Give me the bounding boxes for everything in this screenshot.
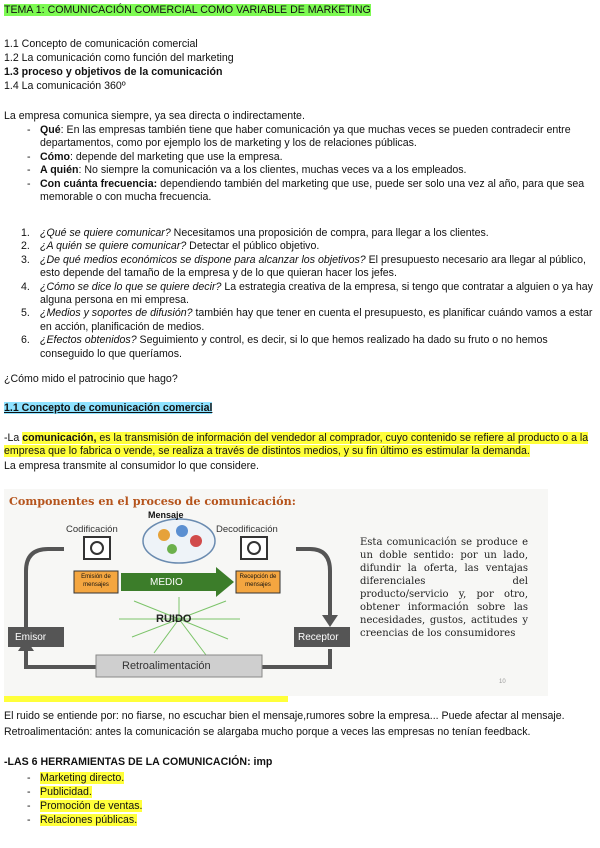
bullet-term: Cómo: [40, 150, 71, 163]
question-number: 3.: [21, 253, 30, 266]
bullet-item: [18, 124, 593, 151]
tool-text: Relaciones públicas.: [40, 814, 138, 826]
question-answer: también hay que tener en cuenta el presupuesto, es planificar cuándo vamos a estar en acción, planificación de medios.: [40, 307, 593, 333]
closing-question: ¿Cómo mido el patrocinio que hago?: [4, 373, 178, 385]
tool-item: [18, 785, 142, 799]
tool-text: Publicidad.: [40, 786, 92, 798]
question-answer: Seguimiento y control, es decir, si lo que hemos realizado ha dado su fruto o no hemos conseguido lo que queríamos.: [40, 334, 548, 360]
intro-paragraph: La empresa comunica siempre, ya sea directa o indirectamente.: [4, 110, 305, 122]
question-text: ¿Efectos obtenidos?: [40, 334, 137, 347]
communication-diagram: [4, 489, 548, 696]
questions-list: [18, 227, 593, 361]
loop-arrow-right: [296, 549, 330, 617]
label-decodificacion: Decodificación: [216, 524, 278, 535]
question-item: [18, 240, 593, 253]
question-text: ¿De qué medios económicos se dispone para alcanzar los objetivos?: [40, 253, 366, 266]
bullet-list: [18, 124, 593, 204]
toc-item: 1.4 La comunicación 360º: [4, 80, 126, 92]
bullet-term: Qué: [40, 124, 61, 136]
question-answer: La estrategia creativa de la empresa, si tengo que contratar a alguien o ya hay alguna persona en mi empresa.: [40, 280, 593, 307]
label-receptor: Receptor: [298, 632, 339, 643]
label-recepcion: Recepción de mensajes: [239, 574, 277, 588]
bullet-sep: :: [70, 150, 76, 163]
tool-item: [18, 771, 142, 785]
tool-item: [18, 813, 142, 827]
toc-item: 1.1 Concepto de comunicación comercial: [4, 38, 198, 50]
toc-item: 1.3 proceso y objetivos de la comunicación: [4, 66, 223, 78]
bullet-item: [18, 178, 593, 205]
question-item: [18, 281, 593, 308]
decodificacion-icon: [241, 537, 267, 559]
label-emision: Emisión de mensajes: [81, 574, 111, 588]
tools-list: [18, 771, 142, 827]
question-item: [18, 254, 593, 281]
question-text: ¿Qué se quiere comunicar?: [40, 227, 171, 239]
bullet-text: No siempre la comunicación va a los clientes, muchas veces va a los empleados.: [84, 164, 467, 177]
tool-text: Promoción de ventas.: [40, 800, 143, 812]
question-answer: Detectar el público objetivo.: [186, 240, 320, 253]
question-number: 4.: [21, 280, 30, 293]
section-heading: [4, 402, 212, 415]
definition-prefix: -La: [4, 432, 23, 444]
note-ruido: El ruido se entiende por: no fiarse, no escuchar bien el mensaje,rumores sobre la empresa... Puede afectar al mensaje.: [4, 710, 565, 722]
bullet-text: En las empresas también tiene que haber comunicación ya que muchas veces se pueden contradecir entre departamentos, como por ejemplo los de marketing y los de relaciones públicas.: [40, 124, 571, 150]
bullet-sep: :: [78, 164, 85, 177]
bullet-text: depende del marketing que use la empresa.: [75, 150, 283, 163]
question-item: [18, 227, 593, 240]
question-number: 2.: [21, 240, 30, 253]
toc-item: 1.2 La comunicación como función del marketing: [4, 52, 234, 64]
bullet-term: A quién: [40, 164, 79, 177]
bullet-item: [18, 151, 593, 164]
question-item: [18, 334, 593, 361]
bullet-term: Con cuánta frecuencia:: [40, 177, 158, 190]
label-medio: MEDIO: [150, 577, 183, 588]
figure-side-text: Esta comunicación se produce e un doble sentido: por un lado, difundir la oferta, las ventajas diferenciales del producto/servicio y, por otro, obtener información sobre las necesidades, gustos, actitudes y creencias de los consumidores: [360, 537, 528, 639]
question-text: ¿Cómo se dice lo que se quiere decir?: [40, 280, 222, 293]
mensaje-bubble: [143, 519, 215, 563]
title-text: TEMA 1: COMUNICACIÓN COMERCIAL COMO VARIABLE DE MARKETING: [4, 4, 371, 16]
tool-text: Marketing directo.: [40, 772, 125, 784]
loop-arrow-left: [26, 549, 64, 627]
bullet-text: dependiendo también del marketing que use, puede ser solo una vez al año, para que sea memorable o con mucha frecuencia.: [40, 177, 585, 204]
figure-title: Componentes en el proceso de comunicación:: [9, 494, 296, 508]
label-mensaje: Mensaje: [148, 510, 184, 520]
definition-paragraph: [4, 432, 596, 459]
definition-highlight: es la transmisión de información del vendedor al comprador, cuyo contenido se refiere al producto o a la empresa que lo fabrica o vende, se realiza a través de distintos medios, y su fin último es estimular la demanda.: [4, 432, 589, 458]
tools-heading: -LAS 6 HERRAMIENTAS DE LA COMUNICACIÓN: imp: [4, 756, 273, 768]
tool-item: [18, 799, 142, 813]
question-text: ¿Medios y soportes de difusión?: [40, 307, 193, 320]
document-title: [4, 4, 371, 17]
note-retro: Retroalimentación: antes la comunicación se alargaba mucho porque a veces las empresas no tenían feedback.: [4, 726, 531, 738]
question-text: ¿A quién se quiere comunicar?: [40, 240, 187, 253]
question-number: 6.: [21, 334, 30, 347]
question-item: [18, 307, 593, 334]
label-ruido: RUIDO: [156, 613, 192, 625]
question-answer: Necesitamos una proposición de compra, para llegar a los clientes.: [170, 227, 489, 239]
label-retro: Retroalimentación: [122, 660, 211, 672]
label-codificacion: Codificación: [66, 524, 118, 535]
figure-page-number: 10: [499, 679, 506, 685]
cropped-highlight: [4, 696, 288, 702]
definition-after: La empresa transmite al consumidor lo que considere.: [4, 460, 259, 472]
question-number: 5.: [21, 307, 30, 320]
label-emisor: Emisor: [15, 632, 47, 643]
arrow-head-down: [322, 615, 338, 627]
section-heading-text: 1.1 Concepto de comunicación comercial: [4, 402, 213, 414]
codificacion-icon: [84, 537, 110, 559]
bullet-sep: :: [60, 124, 67, 136]
definition-term: comunicación,: [22, 432, 97, 444]
question-number: 1.: [21, 227, 30, 239]
question-answer: El presupuesto necesario ara llegar al público, esto depende del tamaño de la empresa y de lo que quieran hacer los jefes.: [40, 253, 586, 280]
bullet-item: [18, 164, 593, 177]
